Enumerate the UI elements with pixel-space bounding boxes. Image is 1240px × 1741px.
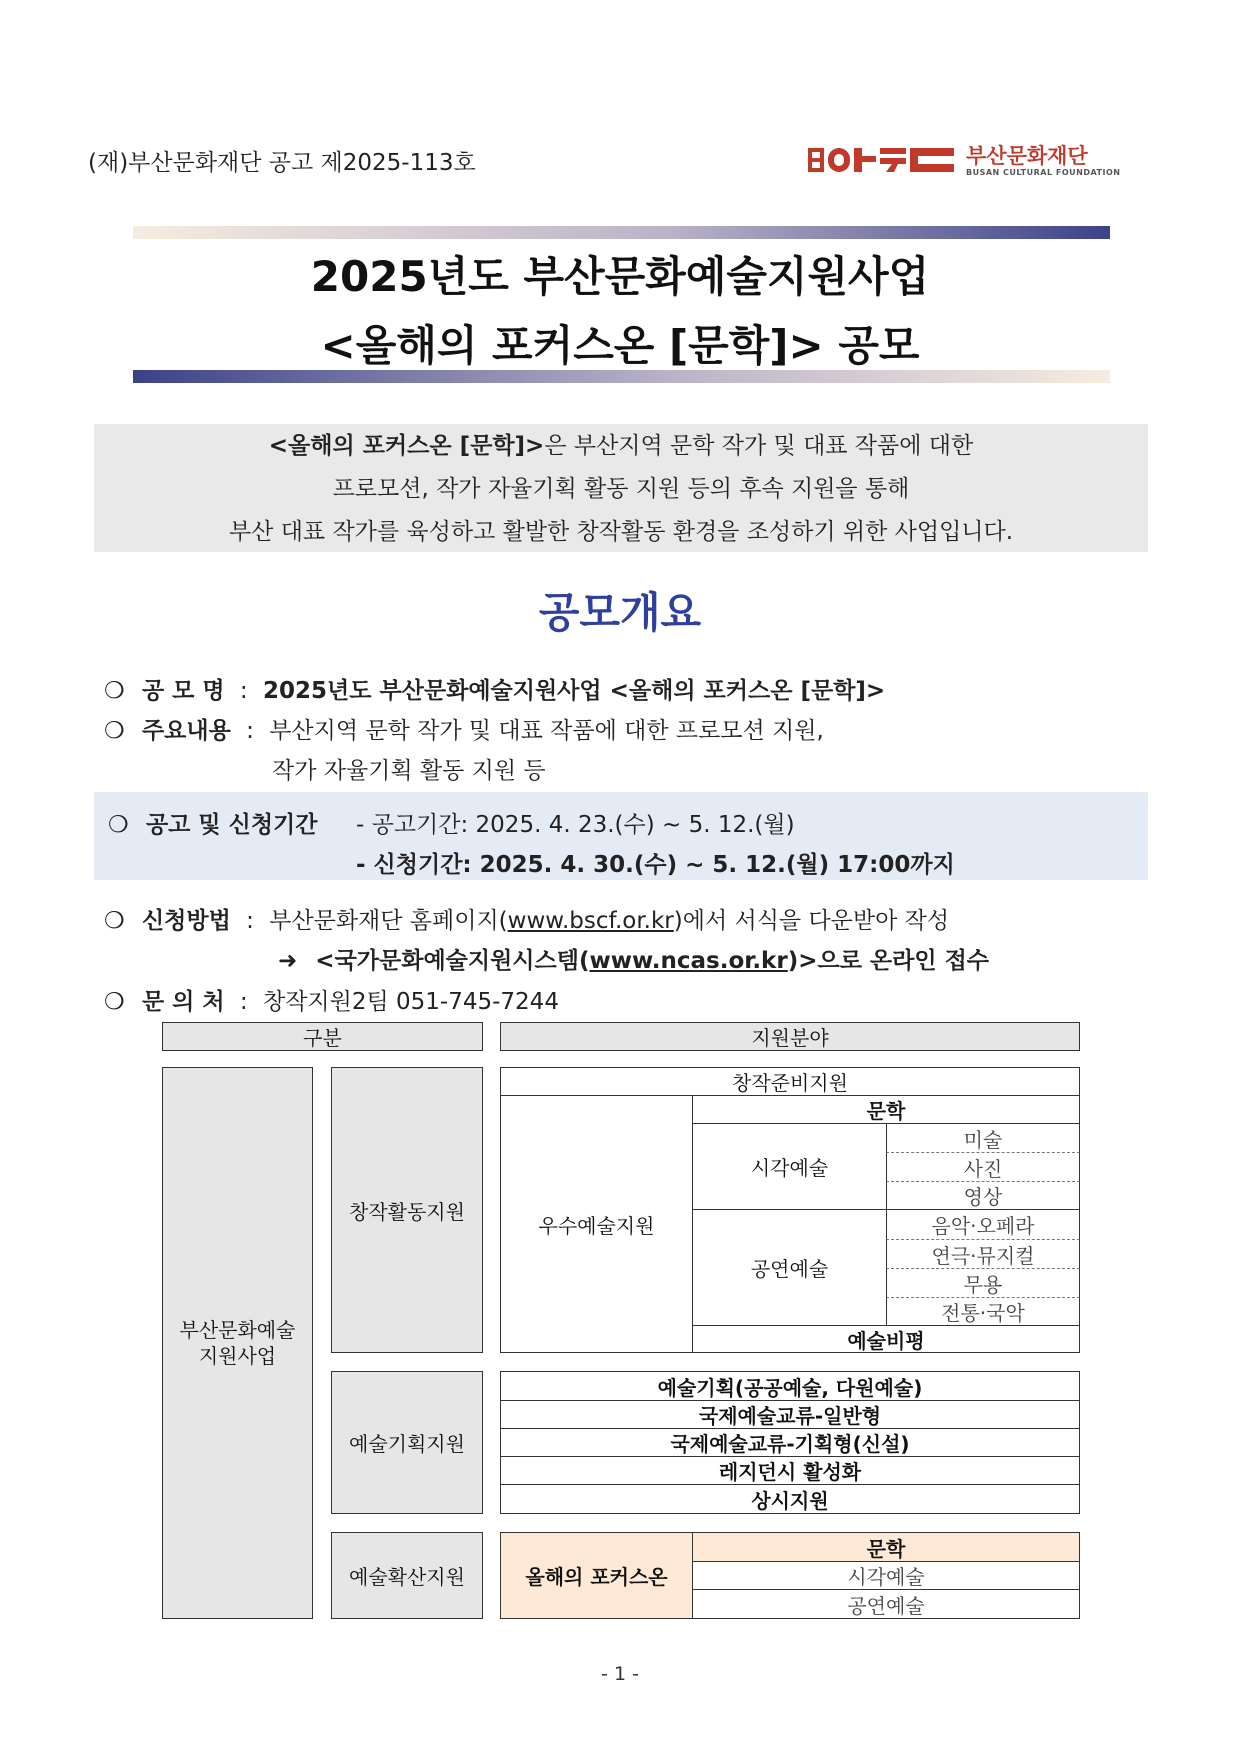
overview-contact-row: [104, 983, 559, 1016]
name-label: 공 모 명: [141, 678, 225, 704]
visual-item-2: 사진: [886, 1152, 1080, 1181]
intro-line-2-text: 프로모션, 작가 자율기획 활동 지원 등의 후속 지원을 통해: [332, 476, 910, 502]
overview-name-row: [104, 672, 885, 705]
logo-mark-icon: [808, 146, 956, 174]
contact-label: 문 의 처: [141, 989, 225, 1015]
content-value-1: 부산지역 문학 작가 및 대표 작품에 대한 프로모션 지원,: [269, 718, 824, 744]
table-header-category: 구분: [162, 1022, 483, 1051]
intro-line-3: [94, 511, 1148, 554]
performing-item-2: 연극·뮤지컬: [886, 1239, 1080, 1268]
literature-row: 문학: [692, 1095, 1080, 1124]
focus-item-performing: 공연예술: [692, 1589, 1080, 1619]
notice-number: (재)부산문화재단 공고 제2025-113호: [88, 150, 476, 176]
ncas-link[interactable]: www.ncas.or.kr: [589, 948, 788, 974]
method-line-2: [278, 942, 989, 975]
overview-period-row: [108, 806, 317, 839]
bullet-icon: ❍: [104, 718, 125, 744]
contact-value: 창작지원2팀 051-745-7244: [262, 989, 559, 1015]
criticism-row: 예술비평: [692, 1325, 1080, 1353]
group-creation: 창작활동지원: [331, 1067, 483, 1353]
colon: :: [239, 989, 248, 1015]
excellent-cell: 우수예술지원: [500, 1095, 693, 1353]
overview-content-row: [104, 712, 824, 745]
name-value: 2025년도 부산문화예술지원사업 <올해의 포커스온 [문학]>: [262, 678, 886, 704]
page-title-line1: 2025년도 부산문화예술지원사업: [310, 252, 930, 301]
visual-item-1: 미술: [886, 1123, 1080, 1152]
performing-arts-cell: 공연예술: [692, 1209, 887, 1326]
bullet-icon: ❍: [108, 812, 129, 838]
colon: :: [239, 678, 248, 704]
period-apply: - 신청기간: 2025. 4. 30.(수) ~ 5. 12.(월) 17:00까지: [356, 852, 955, 878]
creation-prep-row: 창작준비지원: [500, 1067, 1080, 1096]
focus-on-cell: 올해의 포커스온: [500, 1532, 693, 1619]
intro-line-1-text: 은 부산지역 문학 작가 및 대표 작품에 대한: [544, 433, 974, 459]
intro-box: [94, 424, 1148, 552]
visual-arts-cell: 시각예술: [692, 1123, 887, 1210]
method-line2-pre: <국가문화예술지원시스템(: [315, 948, 590, 974]
performing-item-1: 음악·오페라: [886, 1209, 1080, 1239]
title-bar-top: [133, 226, 1110, 239]
logo-name-ko: 부산문화재단: [966, 144, 1088, 168]
page-title-line2: <올해의 포커스온 [문학]> 공모: [320, 321, 920, 370]
bscf-link[interactable]: www.bscf.or.kr: [507, 908, 674, 934]
focus-item-visual: 시각예술: [692, 1561, 1080, 1590]
focus-item-literature: 문학: [692, 1532, 1080, 1562]
planning-item-5: 상시지원: [500, 1484, 1080, 1514]
bullet-icon: ❍: [104, 678, 125, 704]
section-title: 공모개요: [538, 588, 702, 637]
method-text-post: )에서 서식을 다운받아 작성: [673, 908, 950, 934]
colon: :: [246, 718, 254, 744]
table-header-field: 지원분야: [500, 1022, 1080, 1051]
intro-program-name: <올해의 포커스온 [문학]>: [268, 433, 545, 459]
intro-line-3-text: 부산 대표 작가를 육성하고 활발한 창작활동 환경을 조성하기 위한 사업입니다.: [228, 519, 1014, 545]
logo-name-en: BUSAN CULTURAL FOUNDATION: [966, 168, 1121, 177]
planning-item-1: 예술기획(공공예술, 다원예술): [500, 1371, 1080, 1401]
performing-item-4: 전통·국악: [886, 1297, 1080, 1326]
colon: :: [246, 908, 254, 934]
group-planning: 예술기획지원: [331, 1371, 483, 1514]
planning-item-3: 국제예술교류-기획형(신설): [500, 1428, 1080, 1457]
period-notice: - 공고기간: 2025. 4. 23.(수) ~ 5. 12.(월): [356, 812, 795, 838]
bullet-icon: ❍: [104, 989, 125, 1015]
bullet-icon: ❍: [104, 908, 125, 934]
intro-line-1: [94, 424, 1148, 468]
page-number: - 1 -: [601, 1663, 639, 1685]
method-text-pre: 부산문화재단 홈페이지(: [269, 908, 508, 934]
group-diffusion: 예술확산지원: [331, 1532, 483, 1619]
method-label: 신청방법: [141, 908, 231, 934]
method-line2-post: )>으로 온라인 접수: [787, 948, 990, 974]
planning-item-2: 국제예술교류-일반형: [500, 1400, 1080, 1429]
title-bar-bottom: [133, 370, 1110, 383]
program-cell: 부산문화예술 지원사업: [162, 1067, 313, 1619]
performing-item-3: 무용: [886, 1268, 1080, 1297]
content-value-2: 작가 자율기획 활동 지원 등: [272, 758, 546, 784]
overview-method-row: [104, 902, 949, 935]
content-label: 주요내용: [141, 718, 231, 744]
planning-item-4: 레지던시 활성화: [500, 1456, 1080, 1485]
period-label: 공고 및 신청기간: [145, 812, 318, 838]
intro-line-2: [94, 468, 1148, 511]
arrow-right-icon: ➜: [278, 948, 298, 974]
visual-item-3: 영상: [886, 1181, 1080, 1210]
